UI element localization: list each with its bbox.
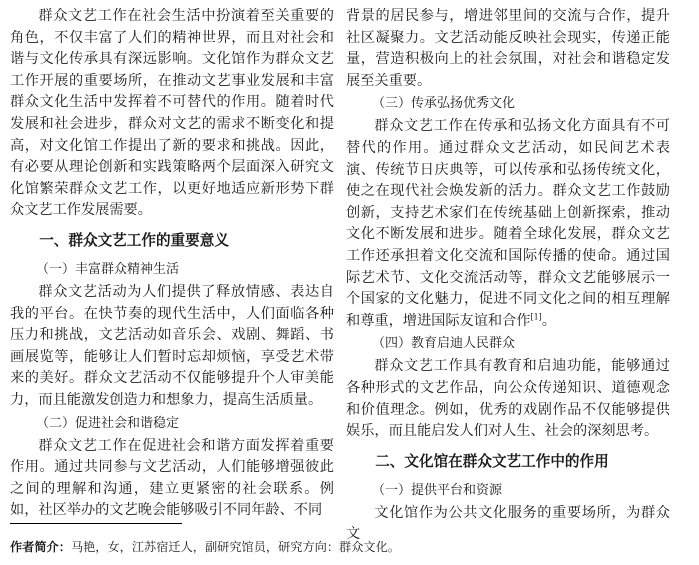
subheading-1-3: （三）传承弘扬优秀文化 <box>372 96 516 112</box>
paragraph-1-2: 群众文艺工作在促进社会和谐方面发挥着重要作用。通过共同参与文艺活动，人们能够增强彼此之间的理解和沟通，建立更紧密的社会联系。例如，社区举办的文艺晚会能够吸引不同年龄、不同 <box>10 437 334 519</box>
left-column <box>10 6 334 522</box>
author-footnote <box>10 538 400 556</box>
paragraph-1-3-end: 。 <box>541 312 556 329</box>
right-column <box>346 6 670 546</box>
citation-1: [1] <box>530 311 542 321</box>
subheading-1-2: （二）促进社会和谐稳定 <box>36 415 180 431</box>
intro-paragraph: 群众文艺工作在社会生活中扮演着至关重要的角色，不仅丰富了人们的精神世界，而且对社会和谐与文化传承具有深远影响。文化馆作为群众文艺工作开展的重要场所，在推动文艺事业发展和丰富群众文化生活中发挥着不可替代的作用。随着时代发展和社会进步，群众对文艺的需求不断变化和提高，对文化馆工作提出了新的要求和挑战。因此，有必要从理论创新和实践策略两个层面深入研究文化馆繁荣群众文艺工作，以更好地适应新形势下群众文艺工作发展需要。 <box>10 8 334 219</box>
paragraph-1-1: 群众文艺活动为人们提供了释放情感、表达自我的平台。在快节奏的现代生活中，人们面临各种压力和挑战，文艺活动如音乐会、戏剧、舞蹈、书画展览等，能够让人们暂时忘却烦恼，享受艺术带来的美好。群众文艺活动不仅能够提升个人审美能力，而且能激发创造力和想象力，提高生活质量。 <box>10 283 334 408</box>
paragraph-2-1: 文化馆作为公共文化服务的重要场所，为群众文 <box>346 504 670 543</box>
section-heading-2: 二、文化馆在群众文艺工作中的作用 <box>375 452 609 470</box>
subheading-2-1: （一）提供平台和资源 <box>372 482 503 498</box>
section-heading-1: 一、群众文艺工作的重要意义 <box>39 231 229 249</box>
footnote-text: 马艳，女，江苏宿迁人，副研究馆员，研究方向：群众文化。 <box>70 540 400 554</box>
footnote-label: 作者简介： <box>10 540 71 554</box>
footnote-rule <box>10 523 182 524</box>
paragraph-1-3 <box>346 116 670 332</box>
paragraph-1-4: 群众文艺工作具有教育和启迪功能，能够通过各种形式的文艺作品，向公众传递知识、道德观念和价值理念。例如，优秀的戏剧作品不仅能够提供娱乐，而且能启发人们对人生、社会的深刻思考。 <box>346 358 670 440</box>
subheading-1-1: （一）丰富群众精神生活 <box>36 261 180 277</box>
paragraph-1-2-continued: 背景的居民参与，增进邻里间的交流与合作，提升社区凝聚力。文艺活动能反映社会现实，传递正能量，营造积极向上的社会氛围，对社会和谐稳定发展至关重要。 <box>346 8 670 89</box>
paragraph-1-3-text: 群众文艺工作在传承和弘扬文化方面具有不可替代的作用。通过群众文艺活动，如民间艺术表演、传统节日庆典等，可以传承和弘扬传统文化，使之在现代社会焕发新的活力。群众文艺工作鼓励创新，支持艺术家们在传统基础上创新探索，推动文化不断发展和进步。随着全球化发展，群众文艺工作还承担着文化交流和国际传播的使命。通过国际艺术节、文化交流活动等，群众文艺能够展示一个国家的文化魅力，促进不同文化之间的相互理解和尊重，增进国际友谊和合作 <box>346 118 670 329</box>
subheading-1-4: （四）教育启迪人民群众 <box>372 336 516 352</box>
